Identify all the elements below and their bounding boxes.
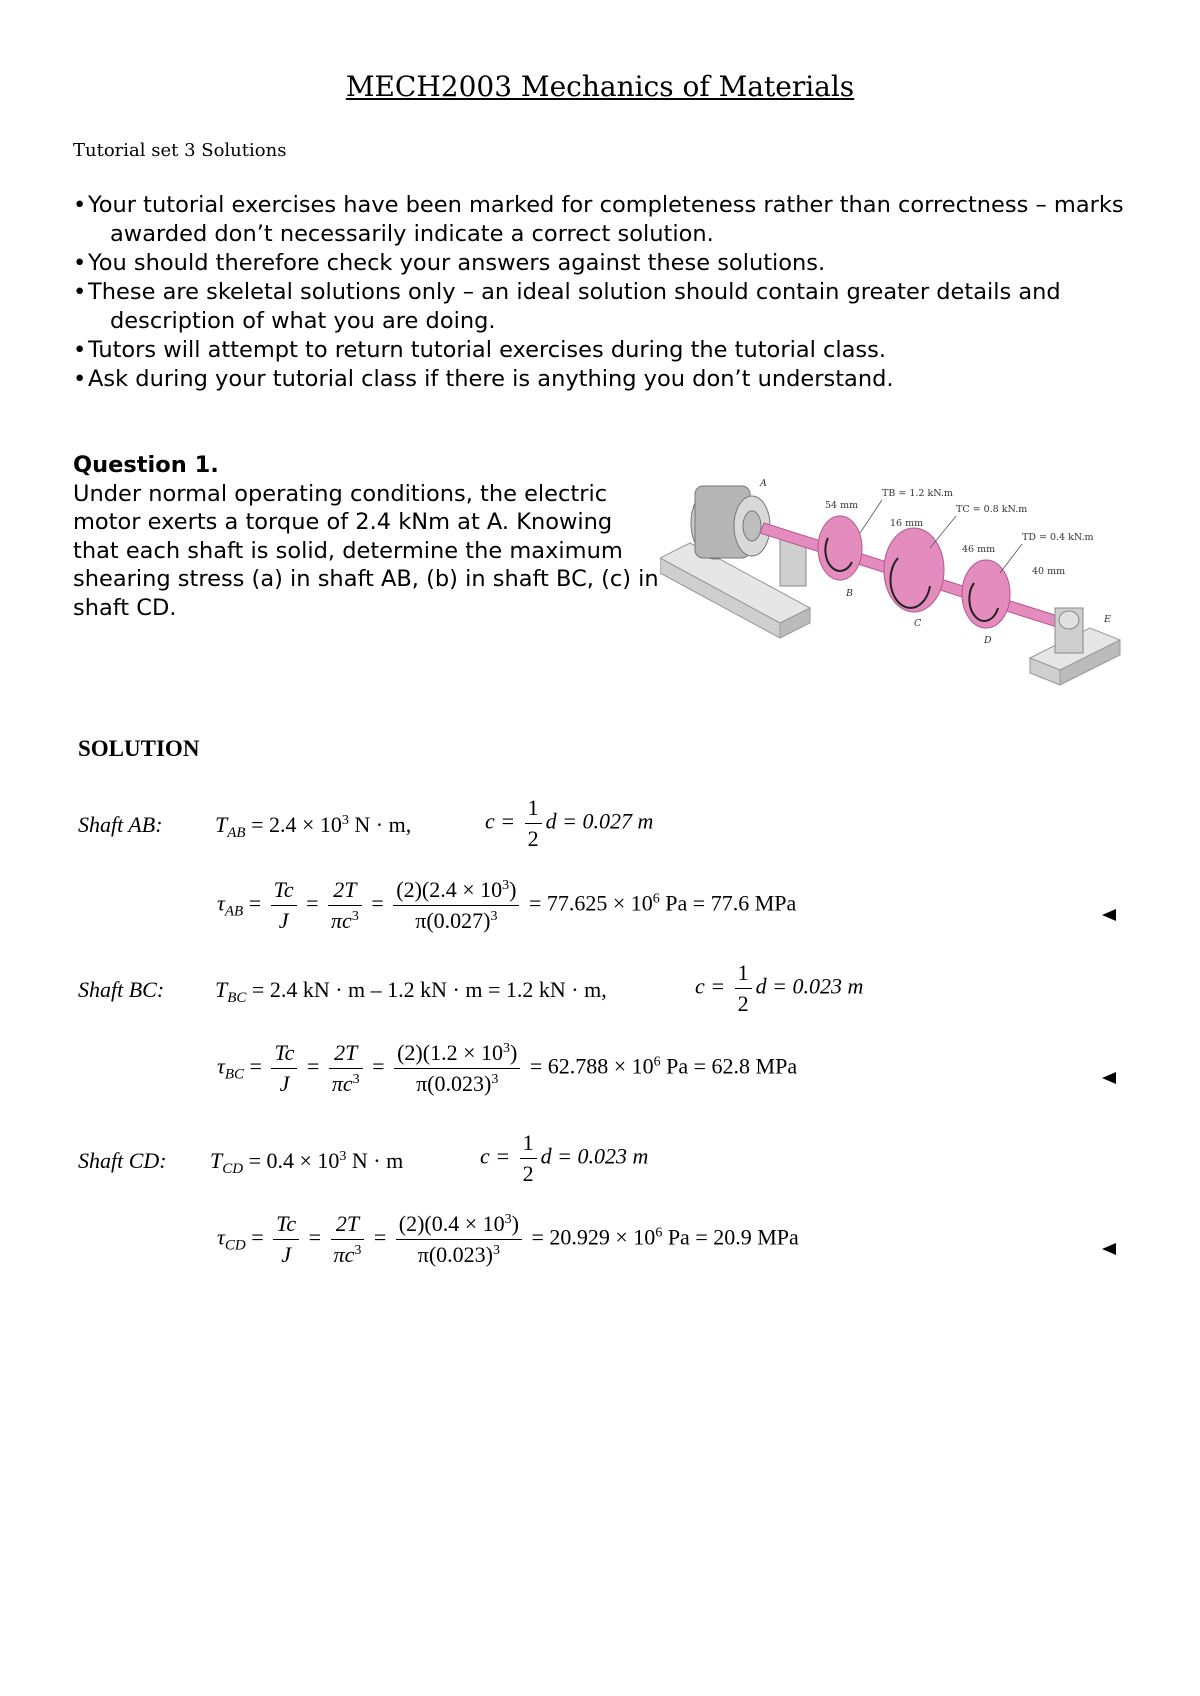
bullet-icon: • (73, 366, 87, 392)
shaft-cd-stress: $\tau_{CD}$ = $\frac{Tc}{J}$ = $\frac{2T}{\pi c^3}$ = $\frac{(2)(0.4 \times 10^3)}{\pi(0.023)^3}$ = $20.929 \times 10^6$ Pa = 20.9 MPa (217, 1211, 799, 1267)
shaft-ab-radius: c = $\frac{1}{2}$ d = 0.027 m (485, 795, 654, 851)
label-d: D (984, 635, 992, 646)
label-b: B (846, 588, 853, 599)
page-subtitle: Tutorial set 3 Solutions (73, 140, 287, 161)
instruction-list (73, 191, 1133, 394)
label-c: C (914, 618, 922, 629)
shaft-ab-label: Shaft AB: (78, 812, 163, 837)
shaft-bc-torque: $T_{BC} = 2.4$ kN · m – 1.2 kN · m = 1.2 kN · m, (215, 977, 607, 1006)
motor-hub (743, 511, 761, 541)
leader-tb (860, 500, 882, 533)
bullet-icon: • (73, 337, 87, 363)
shaft-bc-label: Shaft BC: (78, 977, 165, 1002)
bullet-icon: • (73, 250, 87, 276)
label-a: A (760, 478, 767, 489)
list-item: •Ask during your tutorial class if there is anything you don’t understand. (73, 366, 894, 392)
list-item: •Your tutorial exercises have been marked for completeness rather than correctness – marks awarded don’t necessarily indicate a correct solution. (73, 192, 1124, 247)
label-tb: TB = 1.2 kN.m (882, 488, 953, 499)
shaft-ab-torque: $T_{AB} = 2.4 \times 10^3$ N · m, (215, 812, 412, 841)
list-item: •Tutors will attempt to return tutorial exercises during the tutorial class. (73, 337, 887, 363)
list-item: •These are skeletal solutions only – an ideal solution should contain greater details and description of what you are doing. (73, 279, 1061, 334)
question-heading: Question 1. (73, 452, 219, 478)
label-d-de: 40 mm (1032, 566, 1066, 577)
shaft-cd-label: Shaft CD: (78, 1148, 167, 1173)
leader-tc (930, 516, 956, 548)
shaft-diagram (660, 478, 1130, 710)
label-td: TD = 0.4 kN.m (1022, 532, 1094, 543)
label-d-cd: 46 mm (962, 544, 996, 555)
label-d-bc: 16 mm (890, 518, 924, 529)
answer-marker-icon (1102, 1243, 1116, 1255)
label-tc: TC = 0.8 kN.m (956, 504, 1028, 515)
shaft-bc-stress: $\tau_{BC}$ = $\frac{Tc}{J}$ = $\frac{2T}{\pi c^3}$ = $\frac{(2)(1.2 \times 10^3)}{\pi(0.023)^3}$ = $62.788 \times 10^6$ Pa = 62.8 MPa (217, 1040, 798, 1096)
leader-td (1000, 544, 1022, 573)
shaft-bc-radius: c = $\frac{1}{2}$ d = 0.023 m (695, 960, 864, 1016)
bullet-icon: • (73, 279, 87, 305)
question-text: Under normal operating conditions, the electric motor exerts a torque of 2.4 kNm at A. Knowing that each shaft is solid, determine the maximum shearing stress (a) in shaft AB, (b) in shaft BC, (c) in shaft CD. (73, 480, 659, 621)
label-e: E (1104, 614, 1111, 625)
solution-heading: SOLUTION (78, 736, 200, 761)
list-item: •You should therefore check your answers against these solutions. (73, 250, 826, 276)
question-block (73, 451, 663, 622)
answer-marker-icon (1102, 1072, 1116, 1084)
answer-marker-icon (1102, 909, 1116, 921)
bearing-right-cap (1059, 611, 1079, 629)
shaft-cd-radius: c = $\frac{1}{2}$ d = 0.023 m (480, 1130, 649, 1186)
shaft-ab-stress: $\tau_{AB}$ = $\frac{Tc}{J}$ = $\frac{2T}{\pi c^3}$ = $\frac{(2)(2.4 \times 10^3)}{\pi(0.027)^3}$ = $77.625 \times 10^6$ Pa = 77.6 MPa (217, 877, 797, 933)
gear-c (884, 528, 944, 612)
shaft-figure (660, 478, 1130, 710)
bullet-icon: • (73, 192, 87, 218)
page-title: MECH2003 Mechanics of Materials (345, 70, 855, 103)
label-d-ab: 54 mm (825, 500, 859, 511)
shaft-cd-torque: $T_{CD} = 0.4 \times 10^3$ N · m (210, 1148, 404, 1177)
